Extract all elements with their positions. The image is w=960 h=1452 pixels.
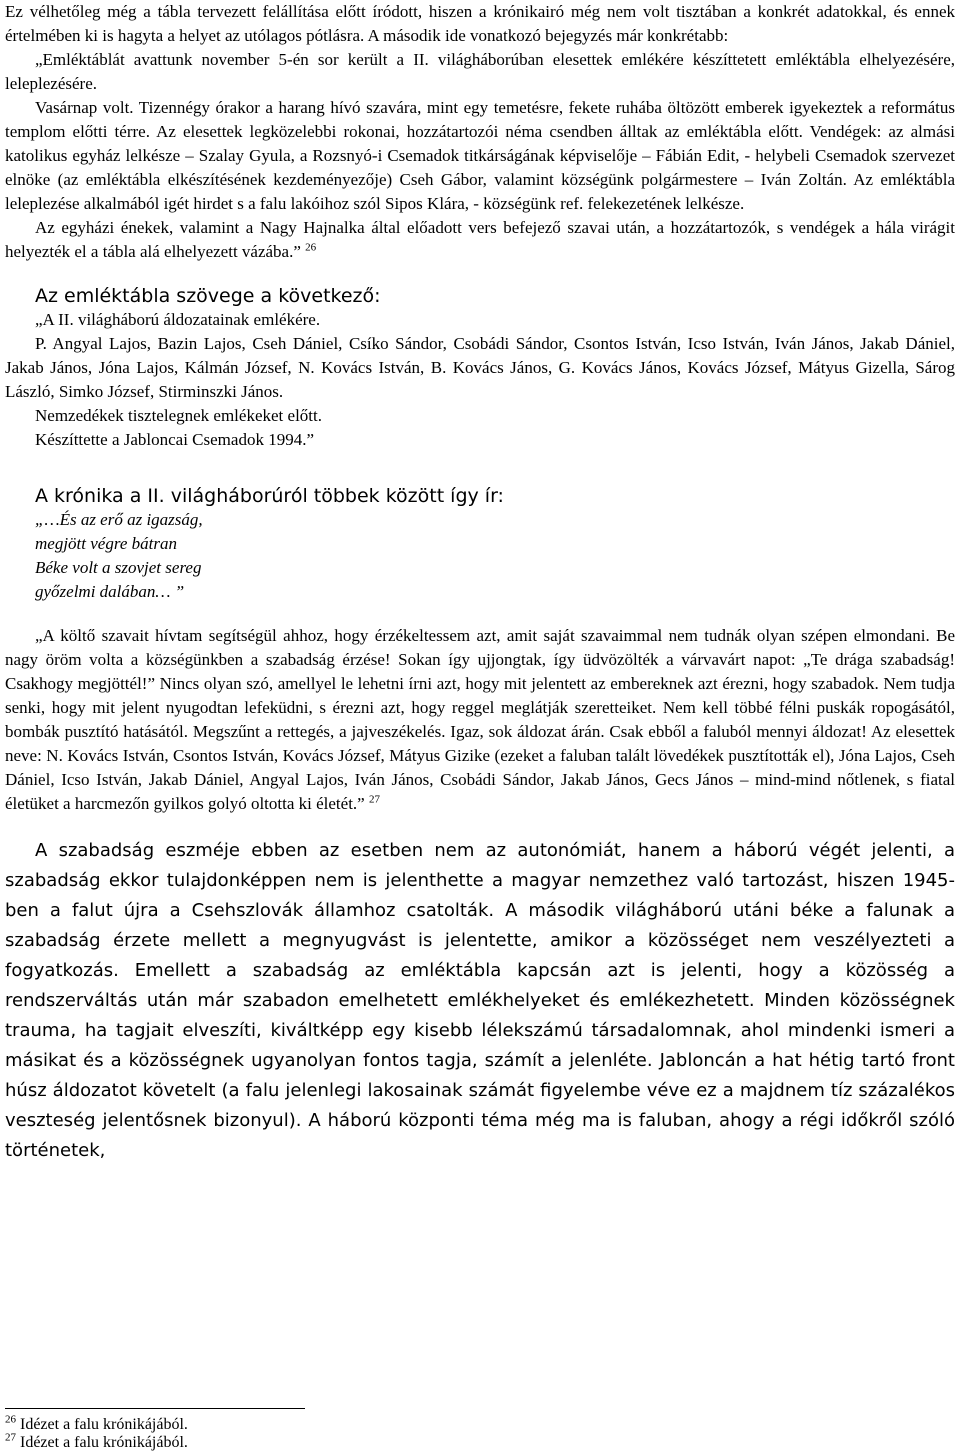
paragraph-poet-quote-text: „A költő szavait hívtam segítségül ahhoz, hogy érzékeltessem azt, amit saját szavaimmal nem tudnák olyan szépen elmondani. Be nagy öröm volta a községünkben a szabadság érzése! Sokan így ujjongtak, így üdvözölték a várvavárt napot: „Te drága szabadság! Csakhogy megjöttél!” Nincs olyan szó, amellyel le lehetni írni azt, hogy mit jelentett az embereknek azt érezni, hogy szabadok. Nem tudja senki, hogy mit jelent nyugodtan lefeküdni, s érezni azt, hogy reggel meglátják szeretteiket. Nem kell többé félni puskák ropogásától, bombák pusztító hatásától. Megszűnt a rettegés, a jajveszékelés. Igaz, sok áldozat árán. Csak ebből a faluból mennyi áldozat! Az elesettek neve: N. Kovács István, Csontos István, Kovács József, Mátyus Gizike (ezeket a faluban talált lövedékek pusztították el), Jóna Lajos, Cseh Dániel, Icso István, Jakab Dániel, Angyal Lajos, Iván János, Csobádi Sándor, Jakab János, Gecs János – mind-mind nőtlenek, s fiatal életüket a harcmezőn gyilkos golyó oltotta ki életét.” [5,626,955,813]
footnote-number: 26 [5,1413,16,1426]
footnote-26 [5,1413,188,1434]
footnote-27 [5,1431,188,1452]
poem-line-2: megjött végre bátran [35,534,177,553]
poem-line-1: „…És az erő az igazság, [35,510,203,529]
plaque-names: P. Angyal Lajos, Bazin Lajos, Cseh Dániel, Csíko Sándor, Csobádi Sándor, Csontos István, Icso István, Iván János, Jakab Dániel, Jakab János, Jóna Lajos, Kálmán József, N. Kovács István, B. Kovács János, G. Kovács János, Kovács József, Mátyus Gizella, Sárog László, Simko József, Stirminszki János. [5,334,955,401]
paragraph-intro: Ez vélhetőleg még a tábla tervezett felállítása előtt íródott, hiszen a krónikairó még nem volt tisztában a konkrét adatokkal, és ennek értelmében ki is hagyta a helyet az utólagos pótlásra. A második ide vonatkozó bejegyzés már konkrétabb: [5,2,955,45]
plaque-line-4: Készíttette a Jabloncai Csemadok 1994.” [35,430,314,449]
footnote-text: Idézet a falu krónikájából. [20,1434,188,1451]
poem-line-4: győzelmi dalában… ” [35,582,185,601]
paragraph-poet-quote [5,624,955,816]
poem-line-3: Béke volt a szovjet sereg [35,558,202,577]
footnote-text: Idézet a falu krónikájából. [20,1416,188,1433]
paragraph-songs [5,216,955,264]
paragraph-ceremony: Vasárnap volt. Tizennégy órakor a harang hívó szavára, mint egy temetésre, fekete ruhába öltözött emberek igyekeztek a református templom előtti térre. Az elesettek legközelebbi rokonai, hozzátartozói néma csendben álltak az emléktábla előtt. Vendégek: az almási katolikus egyház lelkésze – Szalay Gyula, a Rozsnyó-i Csemadok titkárságának képviselője – Fábián Edit, - helybeli Csemadok szervezet elnöke (az emléktábla elkészítésének kezdeményezője) Cseh Gábor, valamint községünk polgármestere – Iván Zoltán. Az emléktábla leleplezése alkalmából igét hirdet s a falu lakóihoz szól Sipos Klára, - községünk ref. felekezetének lelkésze. [5,98,955,213]
document-page [5,0,955,1166]
quote-chronicle-start: „Emléktáblát avattunk november 5-én sor került a II. világháborúban elesettek emlékére készíttetett emléktábla elhelyezésére, leleplezésére. [5,50,955,93]
plaque-line-1: „A II. világháború áldozatainak emlékére. [35,310,321,329]
footnote-number: 27 [5,1431,16,1444]
footnote-ref-27[interactable]: 27 [368,793,380,806]
footnote-separator [5,1408,305,1409]
paragraph-songs-text: Az egyházi énekek, valamint a Nagy Hajnalka által előadott vers befejező szavai után, a hozzátartozók, s vendégek a hála virágit helyezték el a tábla alá elhelyezett vázába.” [5,218,955,261]
footnote-ref-26[interactable]: 26 [305,241,317,254]
plaque-line-3: Nemzedékek tisztelegnek emlékeket előtt. [35,406,322,425]
section-heading-chronicle: A krónika a II. világháborúról többek között így ír: [35,485,504,507]
section-heading-plaque: Az emléktábla szövege a következő: [35,285,381,307]
paragraph-freedom-analysis: A szabadság eszméje ebben az esetben nem az autonómiát, hanem a háború végét jelenti, a szabadság ekkor tulajdonképpen nem is jelenthette a magyar nemzethez való tartozást, hiszen 1945-ben a falut újra a Csehszlovák államhoz csatolták. A második világháború utáni béke a falunak a szabadság érzete mellett a megnyugvást is jelentette, amikor a közösséget nem veszélyezteti a fogyatkozás. Emellett a szabadság az emléktábla kapcsán azt is jelenti, hogy a közösség a rendszerváltás után már szabadon emelhetett emlékhelyeket és emlékezhetett. Minden közösségnek trauma, ha tagjait elveszíti, kiváltképp egy kisebb lélekszámú társadalomnak, ahol mindenki ismeri a másikat és a közösségnek ugyanolyan fontos tagja, számít a jelenléte. Jabloncán a hat hétig tartó front húsz áldozatot követelt (a falu jelenlegi lakosainak számát figyelembe véve ez a majdnem tíz százalékos veszteség jelentősnek bizonyul). A háború központi téma még ma is faluban, ahogy a régi időkről szóló történetek, [5,840,955,1161]
